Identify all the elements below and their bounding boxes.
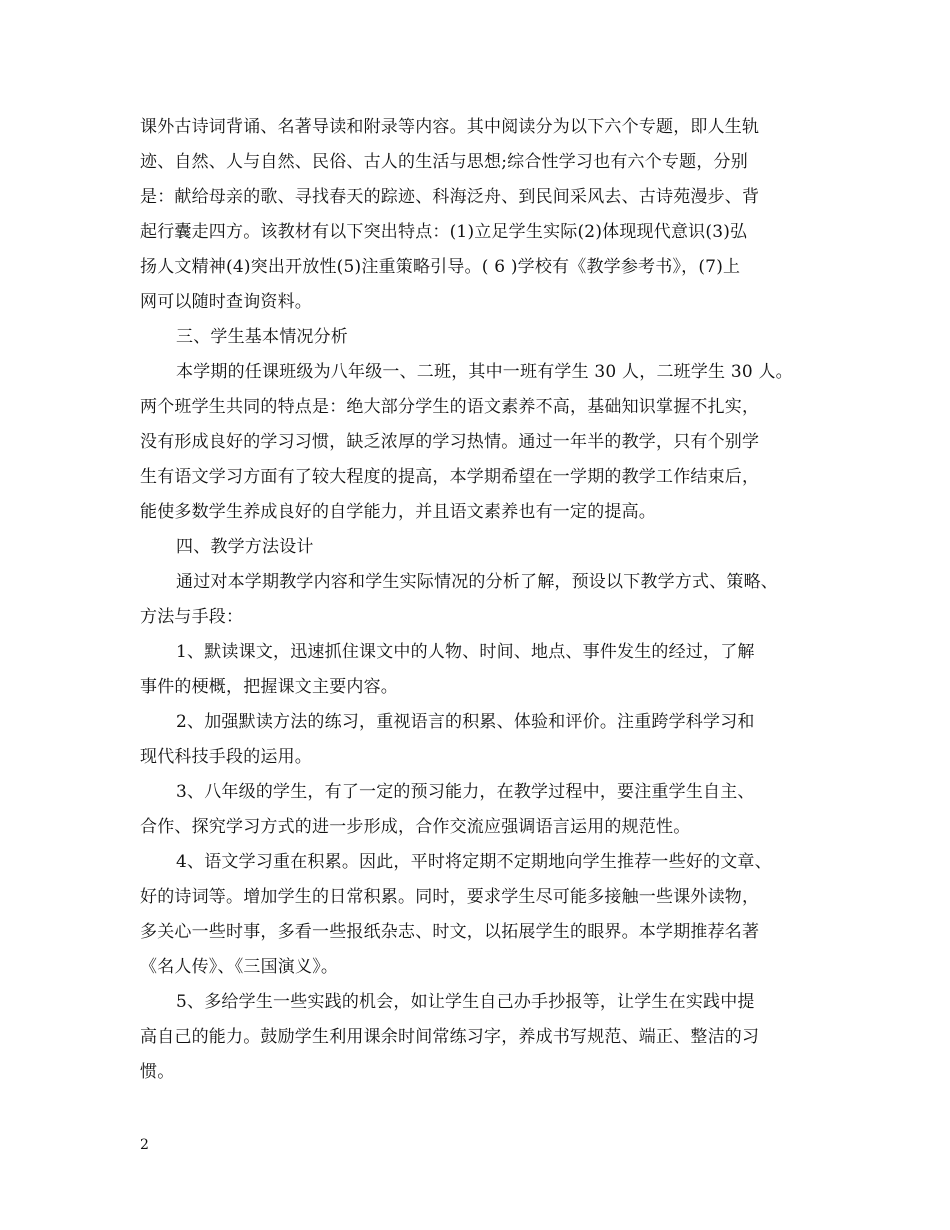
text-line: 1、默读课文，迅速抓住课文中的人物、时间、地点、事件发生的经过，了解 xyxy=(176,642,755,662)
text-line: 方法与手段： xyxy=(140,607,244,627)
text-line: 4、语文学习重在积累。因此，平时将定期不定期地向学生推荐一些好的文章、 xyxy=(176,852,772,872)
text-line: 本学期的任课班级为八年级一、二班，其中一班有学生 30 人，二班学生 30 人。 xyxy=(176,362,793,382)
text-line: 网可以随时查询资料。 xyxy=(140,292,312,312)
text-line: 生有语文学习方面有了较大程度的提高，本学期希望在一学期的教学工作结束后， xyxy=(140,467,760,487)
text-line: 3、八年级的学生，有了一定的预习能力，在教学过程中，要注重学生自主、 xyxy=(176,782,755,802)
text-line: 多关心一些时事，多看一些报纸杂志、时文，以拓展学生的眼界。本学期推荐名著 xyxy=(140,922,760,942)
text-line: 四、教学方法设计 xyxy=(176,537,314,557)
text-line: 2、加强默读方法的练习，重视语言的积累、体验和评价。注重跨学科学习和 xyxy=(176,712,755,732)
text-line: 课外古诗词背诵、名著导读和附录等内容。其中阅读分为以下六个专题，即人生轨 xyxy=(140,117,760,137)
text-line: 没有形成良好的学习习惯，缺乏浓厚的学习热情。通过一年半的教学，只有个别学 xyxy=(140,432,760,452)
text-line: 迹、自然、人与自然、民俗、古人的生活与思想;综合性学习也有六个专题，分别 xyxy=(140,152,748,172)
text-line: 高自己的能力。鼓励学生利用课余时间常练习字，养成书写规范、端正、整洁的习 xyxy=(140,1027,760,1047)
text-line: 《名人传》、《三国演义》。 xyxy=(140,957,339,977)
text-line: 通过对本学期教学内容和学生实际情况的分析了解，预设以下教学方式、策略、 xyxy=(176,572,778,592)
text-line: 合作、探究学习方式的进一步形成，合作交流应强调语言运用的规范性。 xyxy=(140,817,691,837)
text-line: 三、学生基本情况分析 xyxy=(176,327,348,347)
text-line: 5、多给学生一些实践的机会，如让学生自己办手抄报等，让学生在实践中提 xyxy=(176,992,755,1012)
text-line: 事件的梗概，把握课文主要内容。 xyxy=(140,677,398,697)
text-line: 两个班学生共同的特点是：绝大部分学生的语文素养不高，基础知识掌握不扎实， xyxy=(140,397,760,417)
text-line: 现代科技手段的运用。 xyxy=(140,747,312,767)
text-line: 好的诗词等。增加学生的日常积累。同时，要求学生尽可能多接触一些课外读物， xyxy=(140,887,760,907)
text-line: 能使多数学生养成良好的自学能力，并且语文素养也有一定的提高。 xyxy=(140,502,656,522)
page-number: 2 xyxy=(140,1137,149,1153)
document-body xyxy=(140,110,830,1090)
text-line: 起行囊走四方。该教材有以下突出特点：(1)立足学生实际(2)体现现代意识(3)弘 xyxy=(140,222,748,242)
text-line: 扬人文精神(4)突出开放性(5)注重策略引导。( 6 )学校有《教学参考书》，(7)上 xyxy=(140,257,741,277)
text-line: 是：献给母亲的歌、寻找春天的踪迹、科海泛舟、到民间采风去、古诗苑漫步、背 xyxy=(140,187,760,207)
text-line: 惯。 xyxy=(140,1062,175,1082)
